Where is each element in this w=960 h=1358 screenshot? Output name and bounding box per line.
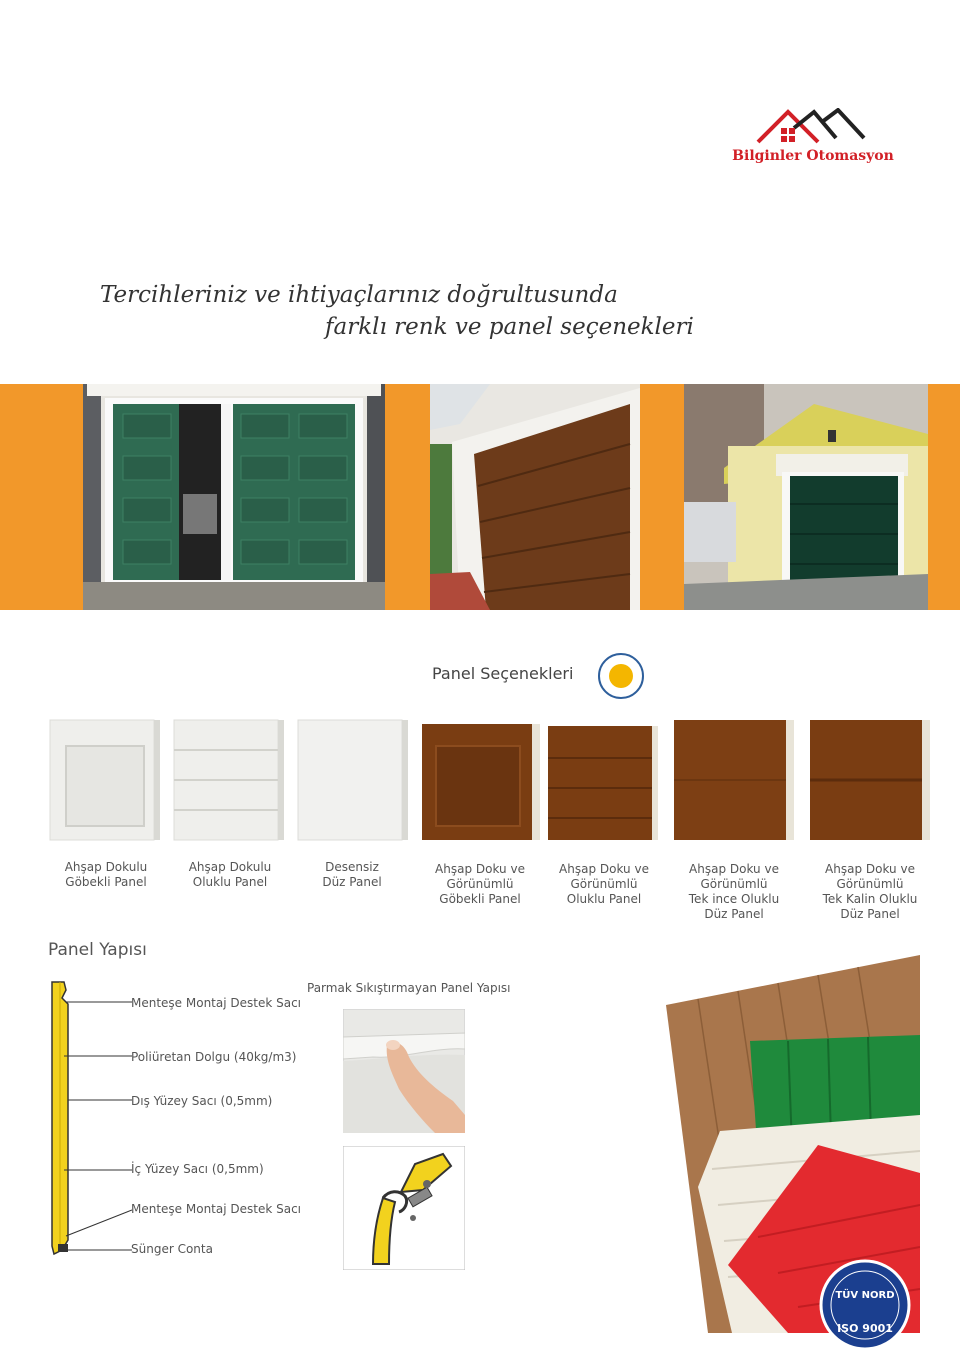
cfc-free-badge xyxy=(597,652,645,700)
structure-label: Menteşe Montaj Destek Sacı xyxy=(131,996,302,1010)
panel-label: Ahşap Dokulu Göbekli Panel xyxy=(64,860,148,889)
house-roof-logo-icon xyxy=(756,108,868,146)
panel-structure-title: Panel Yapısı xyxy=(48,940,147,960)
panel-label: Ahşap Doku ve Görünümlü Oluklu Panel xyxy=(559,862,649,906)
structure-label: Menteşe Montaj Destek Sacı xyxy=(131,1202,302,1216)
panel-swatch-ribbed-white xyxy=(172,718,286,842)
panel-swatch-thick-groove-wood xyxy=(808,718,932,842)
finger-safe-title: Parmak Sıkıştırmayan Panel Yapısı xyxy=(307,981,511,995)
brand-logo xyxy=(728,108,898,168)
seal-text-tuv: TÜV NORD xyxy=(835,1290,895,1301)
panel-swatch-thin-groove-wood xyxy=(672,718,796,842)
green-garage-door-photo xyxy=(83,384,385,610)
panel-options-title: Panel Seçenekleri xyxy=(432,664,574,683)
finger-safe-photo xyxy=(343,1009,465,1133)
panel-label: Ahşap Doku ve Görünümlü Göbekli Panel xyxy=(435,862,525,906)
panel-label: Desensiz Düz Panel xyxy=(322,860,382,889)
panel-label: Ahşap Doku ve Görünümlü Tek Kalin Oluklu Düz Panel xyxy=(822,862,918,921)
panel-swatch-raised-white xyxy=(48,718,162,842)
brand-name: Bilginler Otomasyon xyxy=(732,148,894,164)
panel-swatch-ribbed-wood xyxy=(546,718,660,842)
dark-green-garage-door-photo xyxy=(684,384,928,610)
panel-cross-section-diagram xyxy=(40,978,132,1268)
panel-swatch-raised-wood xyxy=(420,718,542,842)
brown-garage-door-photo xyxy=(430,384,640,610)
structure-label: Poliüretan Dolgu (40kg/m3) xyxy=(131,1050,297,1064)
structure-label: Sünger Conta xyxy=(131,1242,213,1256)
seal-text-iso: ISO 9001 xyxy=(837,1322,893,1335)
panel-label: Ahşap Dokulu Oluklu Panel xyxy=(188,860,272,889)
tuv-nord-iso9001-seal xyxy=(818,1258,912,1352)
slogan-line-2: farklı renk ve panel seçenekleri xyxy=(325,314,694,340)
hinge-section-diagram xyxy=(343,1146,465,1270)
panel-swatch-flat-white xyxy=(296,718,410,842)
structure-label: Dış Yüzey Sacı (0,5mm) xyxy=(131,1094,273,1108)
slogan-line-1: Tercihleriniz ve ihtiyaçlarınız doğrultusunda xyxy=(100,282,618,308)
structure-label: İç Yüzey Sacı (0,5mm) xyxy=(131,1162,264,1176)
panel-label: Ahşap Doku ve Görünümlü Tek ince Oluklu Düz Panel xyxy=(688,862,780,921)
